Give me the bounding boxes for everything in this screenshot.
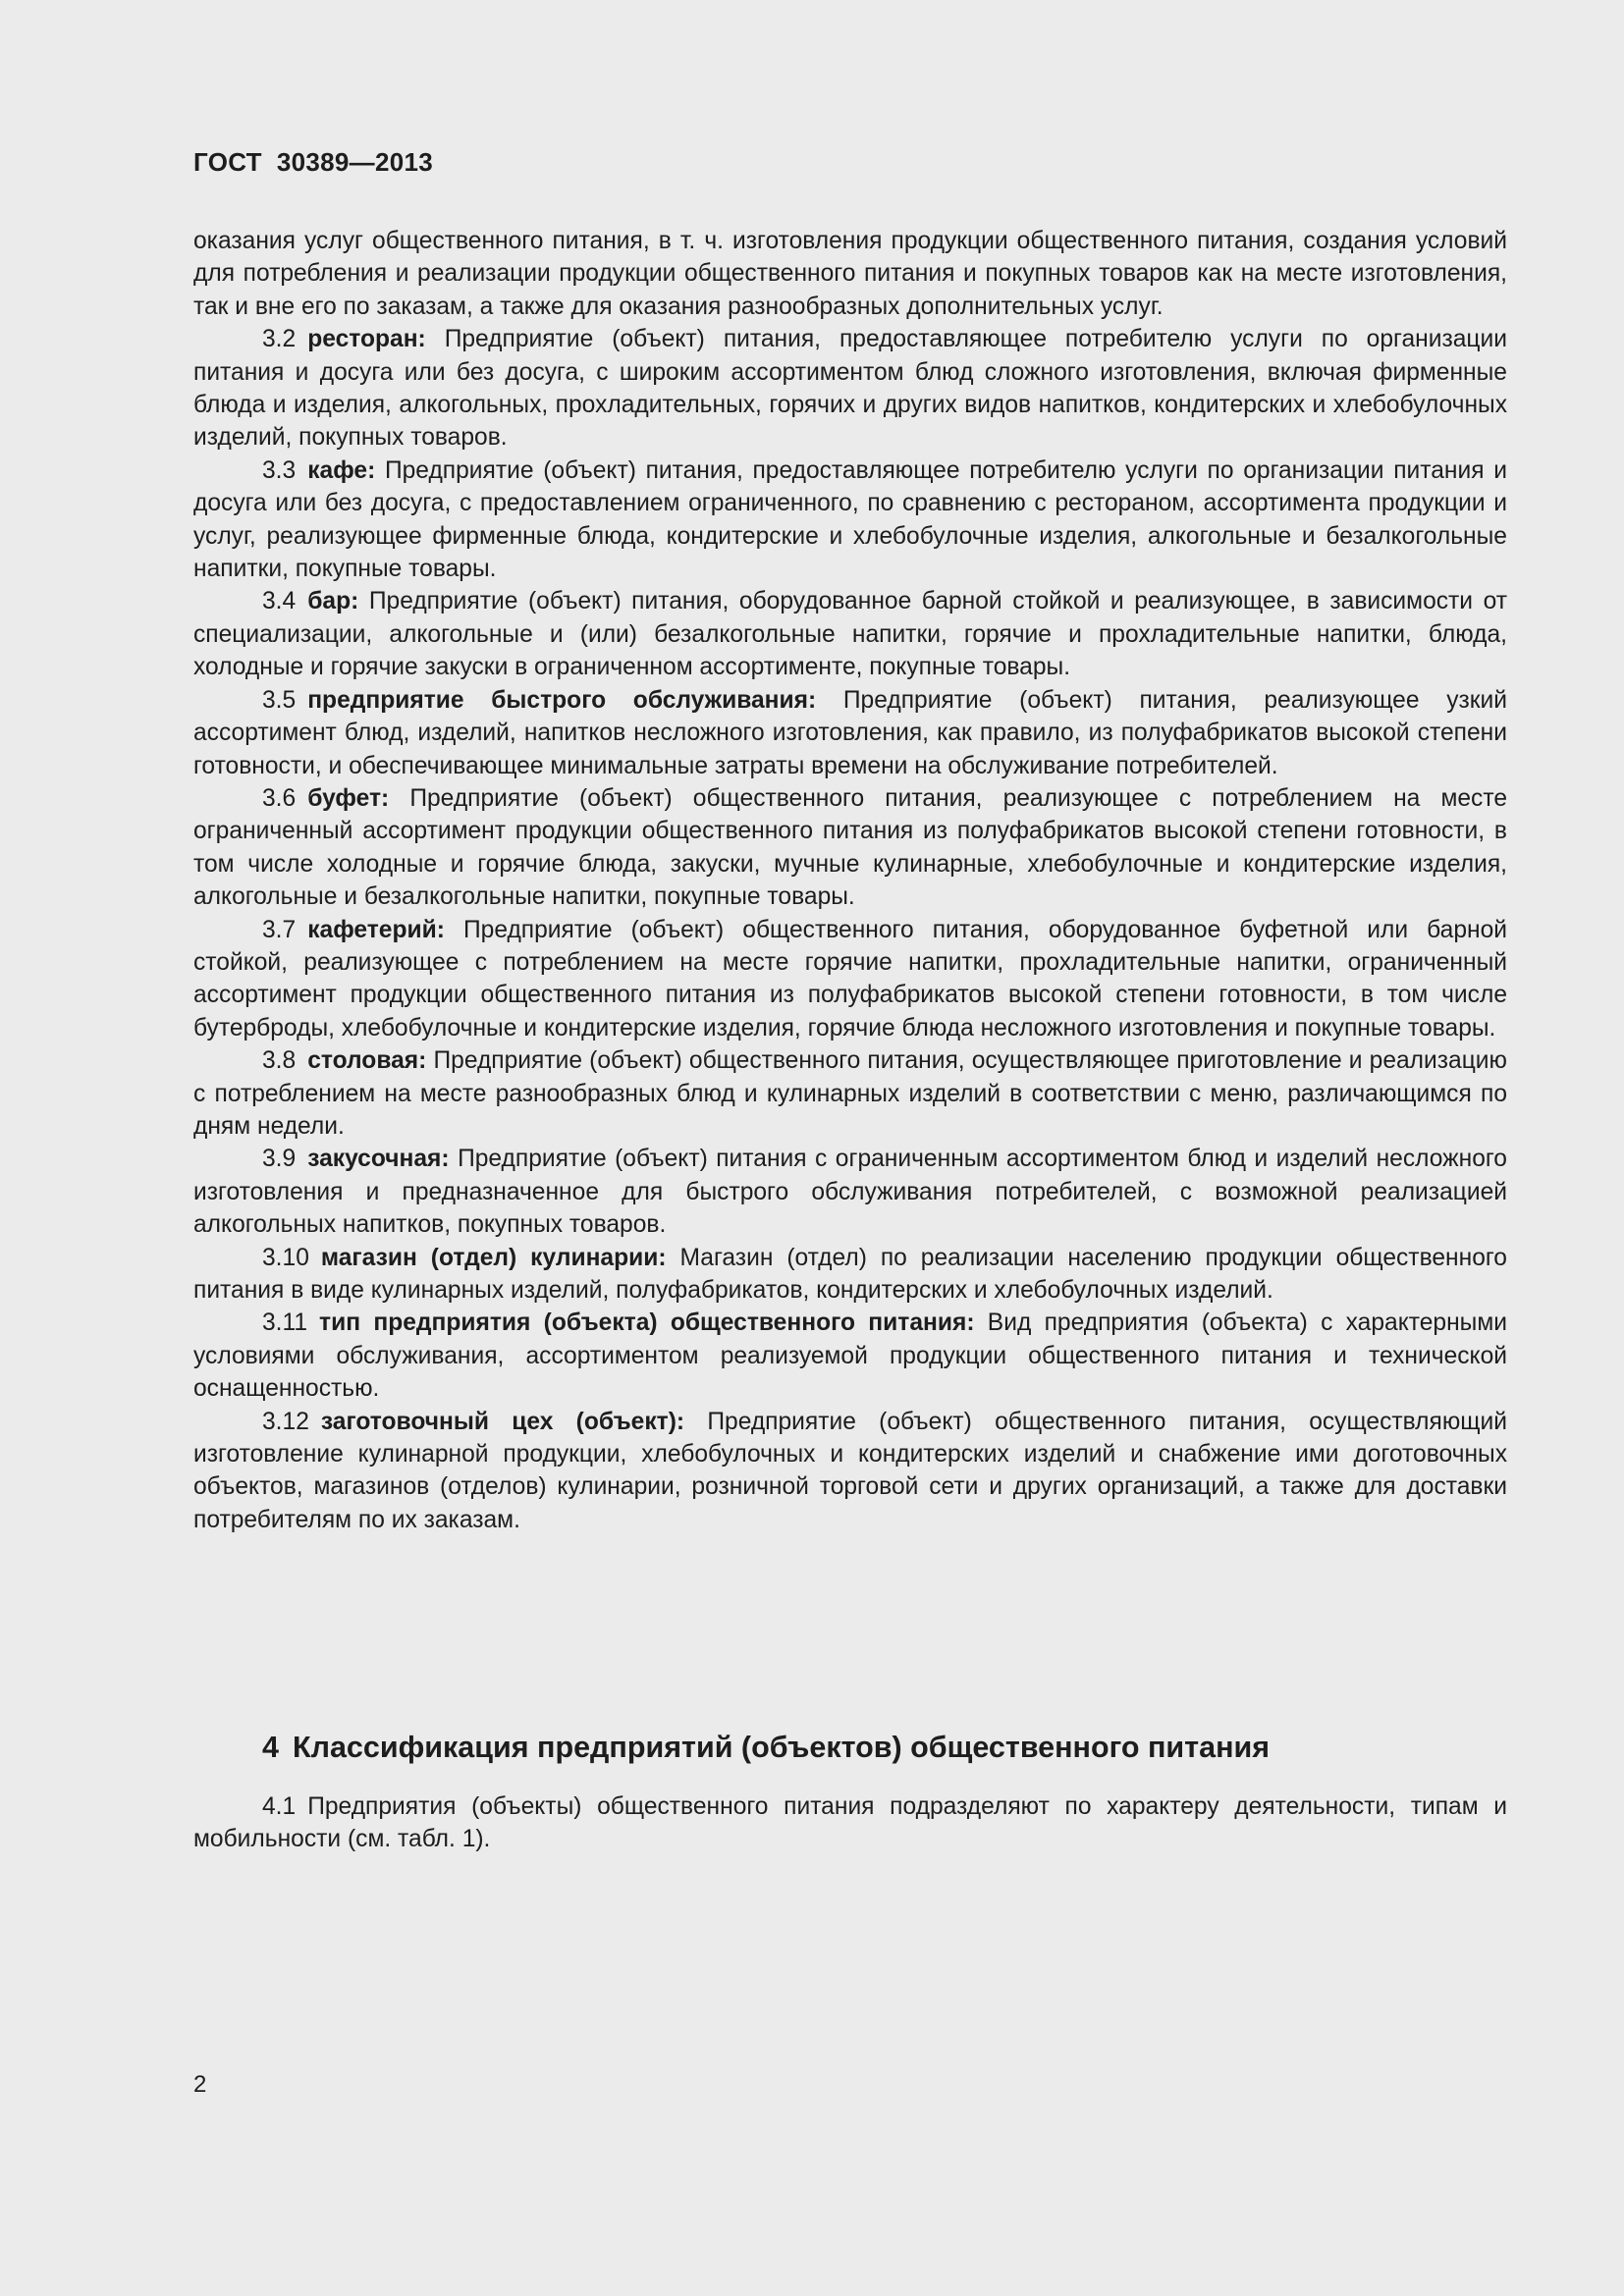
- definition-term: кафе:: [307, 456, 376, 484]
- intro-paragraph: оказания услуг общественного питания, в т. ч. изготовления продукции общественного питания, создания условий для потребления и реализации продукции общественного питания и покупных товаров как на месте изготовления, так и вне его по заказам, а также для оказания разнообразных дополнительных услуг.: [193, 228, 1507, 320]
- definition-number: 3.2: [262, 326, 297, 353]
- definition-3-4: [193, 585, 1507, 683]
- definition-text: Предприятие (объект) питания, предоставляющее потребителю услуги по организации питания и досуга или без досуга, с предоставлением ограниченного, по сравнению с рестораном, ассортимента продукции и услуг, реализующее фирменные блюда, кондитерские и хлебобулочные изделия, алкогольные и безалкогольные напитки, покупные товары.: [193, 456, 1507, 583]
- definition-3-3: [193, 454, 1507, 586]
- definition-number: 3.7: [262, 916, 297, 943]
- definition-number: 3.4: [262, 588, 297, 615]
- definition-term: предприятие быстрого обслуживания:: [307, 686, 817, 714]
- paragraph-text: Предприятия (объекты) общественного питания подразделяют по характеру деятельности, типам и мобильности (см. табл. 1).: [193, 1793, 1507, 1853]
- definition-term: кафетерий:: [307, 916, 445, 943]
- definition-3-7: [193, 914, 1507, 1045]
- definition-term: тип предприятия (объекта) общественного питания:: [319, 1309, 975, 1337]
- definition-text: Предприятие (объект) общественного питания, оборудованное буфетной или барной стойкой, реализующее с потреблением на месте горячие напитки, прохладительные напитки, ограниченный ассортимент продукции общественного питания из полуфабрикатов высокой степени готовности, в том числе бутерброды, хлебобулочные и кондитерские изделия, горячие блюда несложного изготовления и покупные товары.: [193, 916, 1507, 1041]
- definition-number: 3.12: [262, 1408, 309, 1435]
- definition-number: 3.6: [262, 784, 297, 812]
- paragraph-number: 4.1: [262, 1793, 297, 1820]
- definition-number: 3.11: [262, 1309, 308, 1337]
- definition-text: Предприятие (объект) питания, предоставляющее потребителю услуги по организации питания и досуга или без досуга, с широким ассортиментом блюд сложного изготовления, включая фирменные блюда и изделия, алкогольных, прохладительных, горячих и других видов напитков, кондитерских и хлебобулочных изделий, покупных товаров.: [193, 326, 1507, 452]
- definition-term: столовая:: [307, 1047, 427, 1075]
- definition-text: Предприятие (объект) питания с ограниченным ассортиментом блюд и изделий несложного изготовления и предназначенное для быстрого обслуживания потребителей, с возможной реализацией алкогольных напитков, покупных товаров.: [193, 1146, 1507, 1239]
- definitions-body: [193, 225, 1507, 1536]
- definition-3-12: [193, 1406, 1507, 1537]
- paragraph-4-1: [193, 1790, 1507, 1856]
- section-number: 4: [262, 1731, 279, 1764]
- definition-number: 3.10: [262, 1244, 309, 1271]
- definition-3-8: [193, 1044, 1507, 1143]
- definition-3-6: [193, 782, 1507, 914]
- definition-3-10: [193, 1242, 1507, 1308]
- definition-number: 3.9: [262, 1146, 297, 1173]
- section-heading: [262, 1731, 1270, 1765]
- definition-text: Предприятие (объект) питания, оборудованное барной стойкой и реализующее, в зависимости от специализации, алкогольные и (или) безалкогольные напитки, горячие и прохладительные напитки, блюда, холодные и горячие закуски в ограниченном ассортименте, покупные товары.: [193, 588, 1507, 681]
- definition-3-9: [193, 1143, 1507, 1241]
- definition-3-11: [193, 1307, 1507, 1405]
- definition-text: Предприятие (объект) питания, реализующее узкий ассортимент блюд, изделий, напитков несложного изготовления, как правило, из полуфабрикатов высокой степени готовности, и обеспечивающее минимальные затраты времени на обслуживание потребителей.: [193, 686, 1508, 779]
- definition-text: Вид предприятия (объекта) с характерными условиями обслуживания, ассортиментом реализуемой продукции общественного питания и технической оснащенностью.: [193, 1309, 1507, 1403]
- definition-number: 3.5: [262, 686, 297, 714]
- document-header: ГОСТ 30389—2013: [193, 147, 434, 177]
- document-page: [193, 0, 1507, 2296]
- definition-term: бар:: [307, 588, 359, 615]
- definition-term: магазин (отдел) кулинарии:: [320, 1244, 667, 1271]
- definition-term: заготовочный цех (объект):: [320, 1408, 685, 1435]
- definition-text: Предприятие (объект) общественного питания, реализующее с потреблением на месте ограниченный ассортимент продукции общественного питания из полуфабрикатов высокой степени готовности, в том числе холодные и горячие блюда, закуски, мучные кулинарные, хлебобулочные и кондитерские изделия, алкогольные и безалкогольные напитки, покупные товары.: [193, 784, 1507, 911]
- definition-text: Предприятие (объект) общественного питания, осуществляющий изготовление кулинарной продукции, хлебобулочных и кондитерских изделий и снабжение ими доготовочных объектов, магазинов (отделов) кулинарии, розничной торговой сети и других организаций, а также для доставки потребителям по их заказам.: [193, 1408, 1507, 1533]
- section-title: Классификация предприятий (объектов) общественного питания: [292, 1731, 1271, 1764]
- page-number: 2: [193, 2071, 207, 2098]
- definition-3-5: [193, 684, 1507, 782]
- definition-text: Магазин (отдел) по реализации населению продукции общественного питания в виде кулинарных изделий, полуфабрикатов, кондитерских и хлебобулочных изделий.: [193, 1244, 1507, 1304]
- definition-term: закусочная:: [307, 1146, 450, 1173]
- definition-number: 3.8: [262, 1047, 297, 1075]
- definition-term: буфет:: [307, 784, 390, 812]
- definition-text: Предприятие (объект) общественного питания, осуществляющее приготовление и реализацию с потреблением на месте разнообразных блюд и кулинарных изделий в соответствии с меню, различающимся по дням недели.: [193, 1047, 1507, 1140]
- definition-term: ресторан:: [307, 326, 426, 353]
- section-body: [193, 1790, 1507, 1856]
- definition-number: 3.3: [262, 456, 297, 484]
- definition-3-2: [193, 323, 1507, 454]
